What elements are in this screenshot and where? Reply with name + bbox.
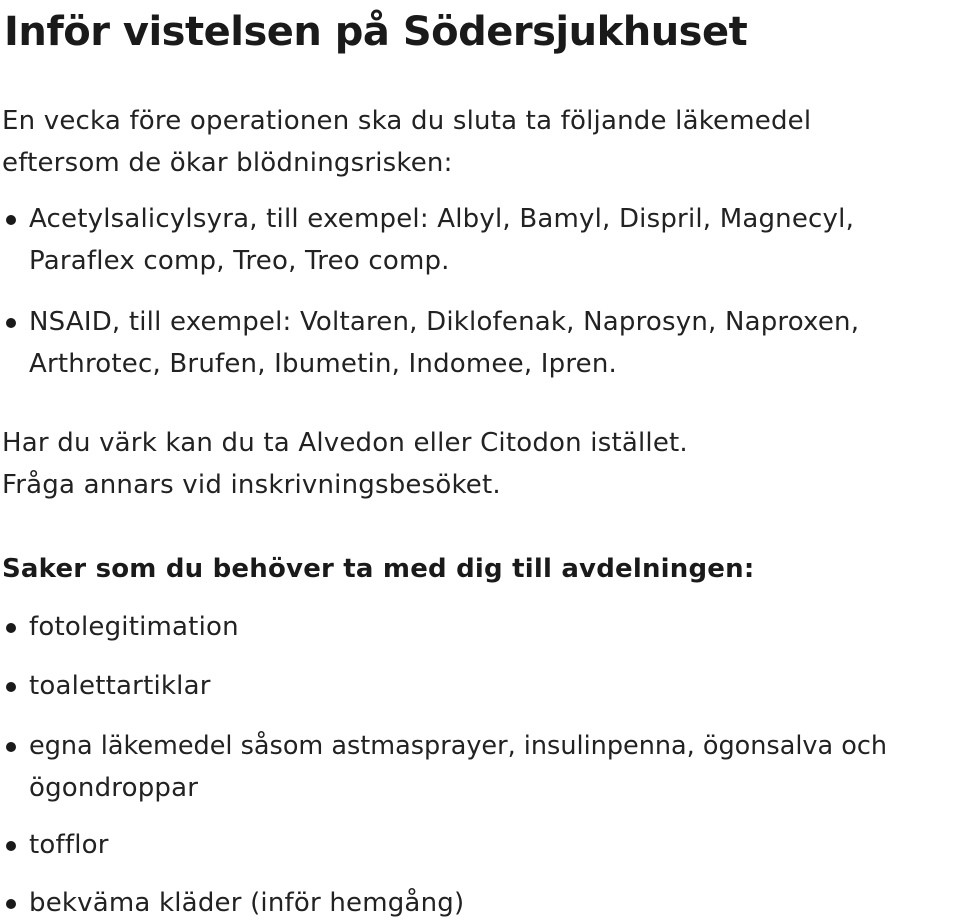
- pain-note-line: Fråga annars vid inskrivningsbesöket.: [2, 470, 501, 500]
- list-item-line: egna läkemedel såsom astmasprayer, insulinpenna, ögonsalva och: [29, 731, 888, 761]
- list-item-line: ögondroppar: [29, 773, 199, 803]
- list-item-line: bekväma kläder (inför hemgång): [29, 888, 465, 918]
- list-item-line: fotolegitimation: [29, 612, 239, 642]
- bullet-icon: [6, 682, 16, 692]
- list-item-line: Paraflex comp, Treo, Treo comp.: [29, 246, 450, 276]
- intro-paragraph: [2, 100, 811, 184]
- bullet-icon: [6, 318, 16, 328]
- list-item-line: tofflor: [29, 830, 109, 860]
- bullet-icon: [6, 215, 16, 225]
- page-title: Inför vistelsen på Södersjukhuset: [4, 9, 748, 55]
- bullet-icon: [6, 742, 16, 752]
- bullet-icon: [6, 623, 16, 633]
- bring-heading: Saker som du behöver ta med dig till avdelningen:: [2, 554, 755, 584]
- bullet-icon: [6, 841, 16, 851]
- list-item-line: Arthrotec, Brufen, Ibumetin, Indomee, Ipren.: [29, 349, 617, 379]
- pain-note-paragraph: [2, 422, 688, 506]
- pain-note-line: Har du värk kan du ta Alvedon eller Citodon istället.: [2, 428, 688, 458]
- intro-line: En vecka före operationen ska du sluta ta följande läkemedel: [2, 106, 812, 136]
- list-item-line: toalettartiklar: [29, 671, 211, 701]
- list-item-line: Acetylsalicylsyra, till exempel: Albyl, Bamyl, Dispril, Magnecyl,: [29, 204, 855, 234]
- intro-line: eftersom de ökar blödningsrisken:: [2, 148, 453, 178]
- list-item-line: NSAID, till exempel: Voltaren, Diklofenak, Naprosyn, Naproxen,: [29, 307, 860, 337]
- bullet-icon: [6, 899, 16, 909]
